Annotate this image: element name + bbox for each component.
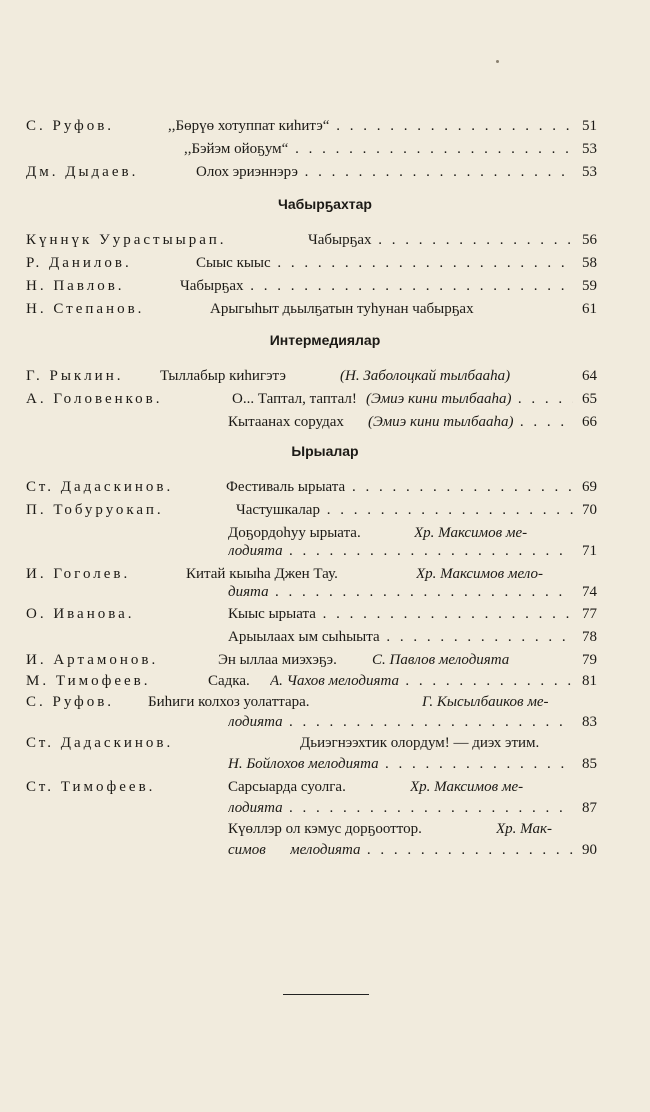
toc-entry xyxy=(0,670,650,692)
toc-page-number: 69 xyxy=(573,476,597,498)
toc-note: лодията . . . xyxy=(228,711,580,733)
toc-title: Кыыс ырыата . . . xyxy=(228,603,580,625)
toc-note: Хр. Мак- xyxy=(496,821,552,837)
toc-title: ,,Бэйэм ойоҕум“ . . . xyxy=(184,138,580,160)
toc-note: А. Чахов мелодията . . . xyxy=(270,670,580,692)
toc-entry xyxy=(0,252,650,274)
toc-page-number: 87 xyxy=(573,797,597,819)
toc-entry xyxy=(0,626,650,648)
toc-note: Н. Бойлохов мелодията . . . xyxy=(228,753,580,775)
toc-author: Р. Данилов. xyxy=(26,255,132,271)
toc-page-number: 81 xyxy=(573,670,597,692)
paper-speck xyxy=(496,60,499,63)
toc-note: Г. Кысылбаиков ме- xyxy=(422,694,549,710)
toc-title: Садка. xyxy=(208,673,250,689)
toc-title: Чабырҕах . . . xyxy=(308,229,580,251)
toc-page-number: 59 xyxy=(573,275,597,297)
toc-title: ,,Бөрүө хотуппат киһитэ“ . . . xyxy=(168,115,580,137)
toc-page-number: 58 xyxy=(573,252,597,274)
toc-note: С. Павлов мелодията xyxy=(372,652,510,668)
toc-author: Н. Степанов. xyxy=(26,301,145,317)
section-heading: Ырыалар xyxy=(291,443,359,459)
toc-entry xyxy=(0,691,650,713)
toc-author: Ст. Тимофеев. xyxy=(26,779,156,795)
toc-entry-continuation xyxy=(0,581,650,603)
toc-entry xyxy=(0,776,650,798)
toc-entry xyxy=(0,115,650,137)
toc-author: Н. Павлов. xyxy=(26,278,125,294)
toc-author: М. Тимофеев. xyxy=(26,673,151,689)
toc-note: Хр. Максимов ме- xyxy=(410,779,524,795)
toc-title: Арыылаах ым сыһыыта . . . xyxy=(228,626,580,648)
toc-note: мелодията . . . xyxy=(290,839,580,861)
toc-page-number: 66 xyxy=(573,411,597,433)
toc-author: С. Руфов. xyxy=(26,694,115,710)
toc-entry xyxy=(0,476,650,498)
toc-note: Хр. Максимов ме- xyxy=(414,525,528,541)
toc-page-number: 78 xyxy=(573,626,597,648)
toc-entry xyxy=(0,603,650,625)
toc-entry xyxy=(0,275,650,297)
toc-title: Кытаанах сорудах xyxy=(228,414,344,430)
toc-author: Дм. Дыдаев. xyxy=(26,164,139,180)
toc-author: П. Тобуруокап. xyxy=(26,502,164,518)
toc-title: Сыыс кыыс . . . xyxy=(196,252,580,274)
end-rule xyxy=(283,994,369,995)
toc-entry xyxy=(0,138,650,160)
toc-entry xyxy=(0,649,650,671)
toc-author: О. Иванова. xyxy=(26,606,135,622)
toc-page-number: 61 xyxy=(573,298,597,320)
toc-entry xyxy=(0,499,650,521)
toc-title: Олох эриэннэрэ . . . xyxy=(196,161,580,183)
toc-note: симов xyxy=(228,842,266,858)
toc-title: Тыллабыр киһигэтэ xyxy=(160,368,286,384)
toc-note: дията . . . xyxy=(228,581,580,603)
toc-title: Күөллэр ол кэмус дорҕооттор. xyxy=(228,821,422,837)
toc-page-number: 65 xyxy=(573,388,597,410)
toc-entry xyxy=(0,818,650,840)
toc-title: Эн ыллаа миэхэҕэ. xyxy=(218,652,337,668)
toc-page-number: 85 xyxy=(573,753,597,775)
toc-page-number: 53 xyxy=(573,138,597,160)
toc-note: (Эмиэ кини тылбааһа) . . . xyxy=(368,411,580,433)
toc-page-number: 83 xyxy=(573,711,597,733)
toc-note: (Эмиэ кини тылбааһа) . . . xyxy=(366,388,580,410)
toc-title: Дьиэгнээхтик олордум! — диэх этим. xyxy=(300,735,540,751)
toc-title: Сарсыарда суолга. xyxy=(228,779,346,795)
toc-title: Арыгыһыт дьылҕатын туһунан чабырҕах xyxy=(210,301,474,317)
toc-author: Ст. Дадаскинов. xyxy=(26,479,174,495)
toc-title: Фестиваль ырыата . . . xyxy=(226,476,580,498)
toc-page-number: 77 xyxy=(573,603,597,625)
toc-entry-continuation xyxy=(0,540,650,562)
toc-page-number: 56 xyxy=(573,229,597,251)
toc-title: Биһиги колхоз уолаттара. xyxy=(148,694,310,710)
toc-page-number: 90 xyxy=(573,839,597,861)
toc-author: Ст. Дадаскинов. xyxy=(26,735,174,751)
section-heading: Чабырҕахтар xyxy=(278,196,372,212)
toc-entry xyxy=(0,411,650,433)
toc-page-number: 74 xyxy=(573,581,597,603)
toc-page-number: 64 xyxy=(573,365,597,387)
toc-author: С. Руфов. xyxy=(26,118,115,134)
toc-entry xyxy=(0,298,650,320)
toc-title: Чабырҕах . . . xyxy=(180,275,580,297)
toc-entry xyxy=(0,388,650,410)
toc-page-number: 70 xyxy=(573,499,597,521)
toc-note: лодията . . . xyxy=(228,797,580,819)
toc-author: Г. Рыклин. xyxy=(26,368,124,384)
toc-title: О... Таптал, таптал! xyxy=(232,391,357,407)
toc-note: Хр. Максимов мело- xyxy=(416,566,543,582)
toc-page-number: 53 xyxy=(573,161,597,183)
toc-entry xyxy=(0,229,650,251)
toc-entry-continuation xyxy=(0,839,650,861)
toc-author: Күннүк Уурастыырап. xyxy=(26,232,227,248)
toc-entry-continuation xyxy=(0,711,650,733)
toc-entry-continuation xyxy=(0,753,650,775)
toc-entry xyxy=(0,732,650,754)
toc-author: А. Головенков. xyxy=(26,391,163,407)
toc-note: лодията . . . xyxy=(228,540,580,562)
toc-title: Частушкалар . . . xyxy=(236,499,580,521)
toc-entry xyxy=(0,365,650,387)
toc-title: Доҕордоһуу ырыата. xyxy=(228,525,361,541)
toc-entry xyxy=(0,161,650,183)
toc-page-number: 79 xyxy=(573,649,597,671)
toc-page-number: 71 xyxy=(573,540,597,562)
toc-entry-continuation xyxy=(0,797,650,819)
section-heading: Интермедиялар xyxy=(269,332,381,348)
toc-author: И. Артамонов. xyxy=(26,652,159,668)
toc-title: Китай кыыһа Джен Тау. xyxy=(186,566,338,582)
toc-note: (Н. Заболоцкай тылбааһа) xyxy=(340,368,511,384)
toc-page-number: 51 xyxy=(573,115,597,137)
toc-author: И. Гоголев. xyxy=(26,566,131,582)
